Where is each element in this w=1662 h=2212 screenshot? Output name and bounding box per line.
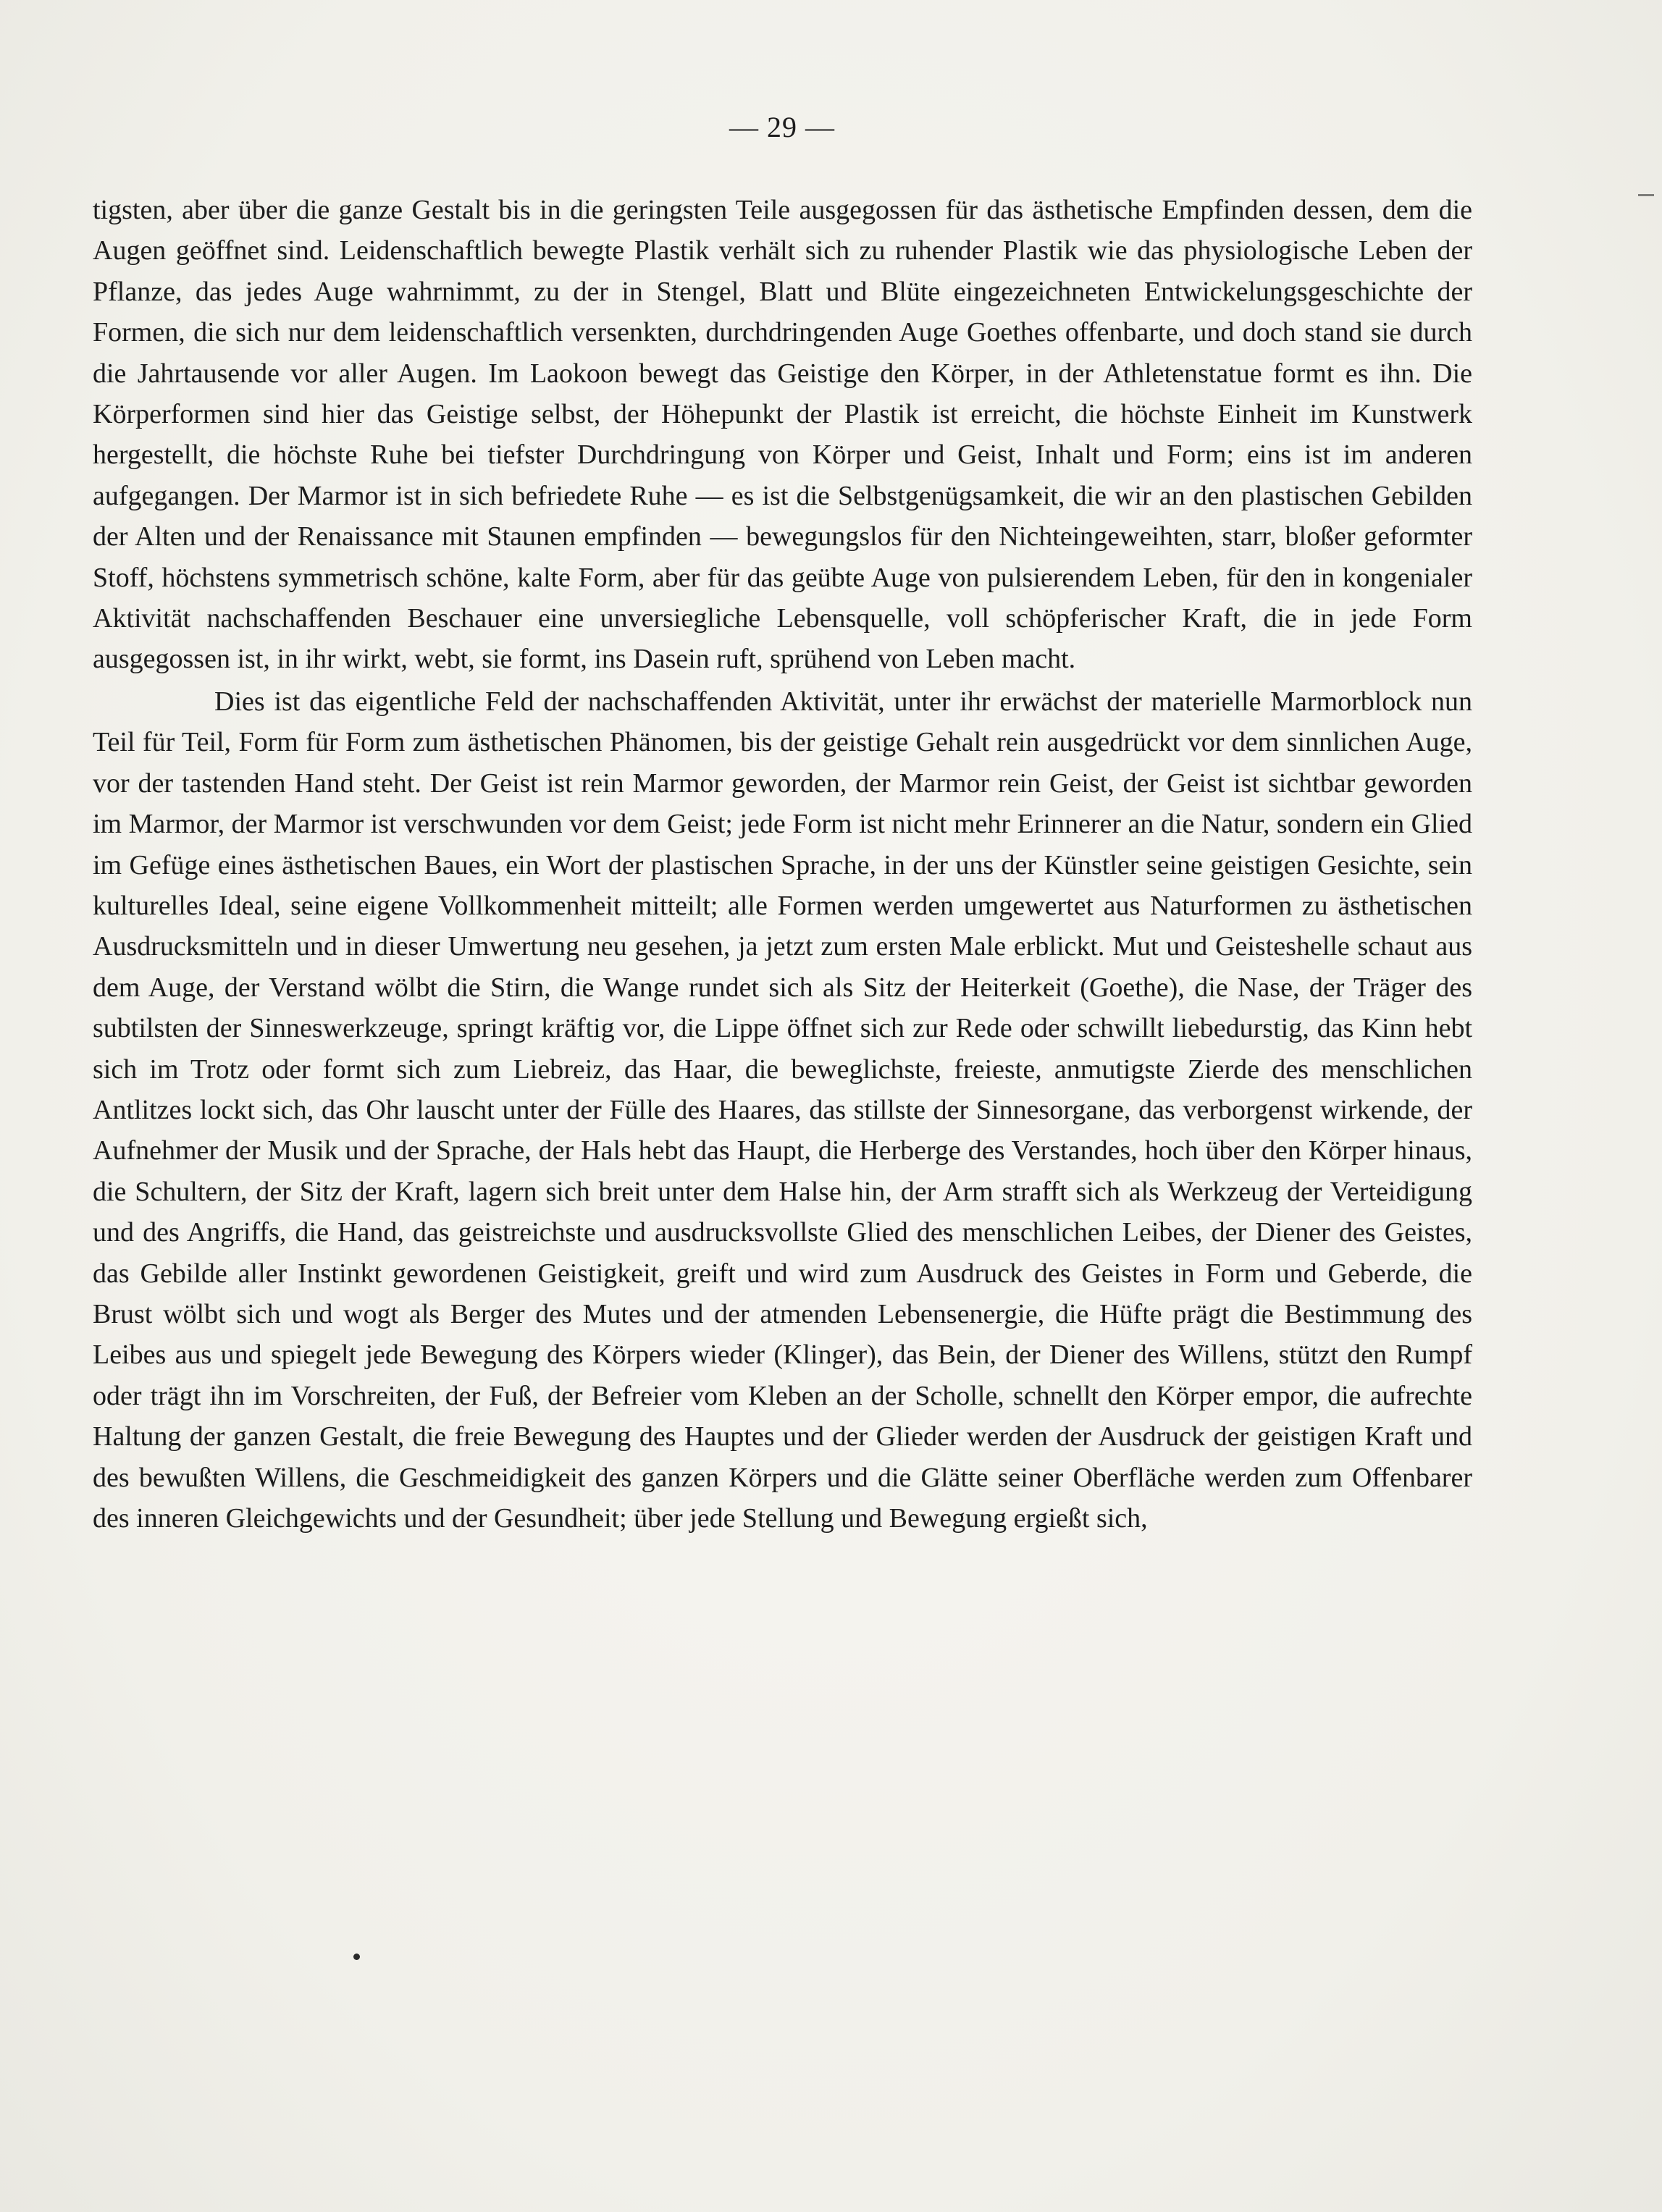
paragraph-2: Dies ist das eigentliche Feld der nachschaffenden Aktivität, unter ihr erwächst der materielle Marmorblock nun Teil für Teil, Form für Form zum ästhetischen Phänomen, bis der geistige Gehalt rein ausgedrückt vor dem sinnlichen Auge, vor der tastenden Hand steht. Der Geist ist rein Marmor geworden, der Marmor rein Geist, der Geist ist sichtbar geworden im Marmor, der Marmor ist verschwunden vor dem Geist; jede Form ist nicht mehr Erinnerer an die Natur, sondern ein Glied im Gefüge eines ästhetischen Baues, ein Wort der plastischen Sprache, in der uns der Künstler seine geistigen Gesichte, sein kulturelles Ideal, seine eigene Vollkommenheit mitteilt; alle Formen werden umgewertet aus Naturformen zu ästhetischen Ausdrucksmitteln und in dieser Umwertung neu gesehen, ja jetzt zum ersten Male erblickt. Mut und Geisteshelle schaut aus dem Auge, der Verstand wölbt die Stirn, die Wange rundet sich als Sitz der Heiterkeit (Goethe), die Nase, der Träger des subtilsten der Sinneswerkzeuge, springt kräftig vor, die Lippe öffnet sich zur Rede oder schwillt liebedurstig, das Kinn hebt sich im Trotz oder formt sich zum Liebreiz, das Haar, die beweglichste, freieste, anmutigste Zierde des menschlichen Antlitzes lockt sich, das Ohr lauscht unter der Fülle des Haares, das stillste der Sinnesorgane, das verborgenst wirkende, der Aufnehmer der Musik und der Sprache, der Hals hebt das Haupt, die Herberge des Verstandes, hoch über den Körper hinaus, die Schultern, der Sitz der Kraft, lagern sich breit unter dem Halse hin, der Arm strafft sich als Werkzeug der Verteidigung und des Angriffs, die Hand, das geistreichste und ausdrucksvollste Glied des menschlichen Leibes, der Diener des Geistes, das Gebilde aller Instinkt gewordenen Geistigkeit, greift und wird zum Ausdruck des Geistes in Form und Geberde, die Brust wölbt sich und wogt als Berger des Mutes und der atmenden Lebensenergie, die Hüfte prägt die Bestimmung des Leibes aus und spiegelt jede Bewegung des Körpers wieder (Klinger), das Bein, der Diener des Willens, stützt den Rumpf oder trägt ihn im Vorschreiten, der Fuß, der Befreier vom Kleben an der Scholle, schnellt den Körper empor, die aufrechte Haltung der ganzen Gestalt, die freie Bewegung des Hauptes und der Glieder werden der Ausdruck der geistigen Kraft und des bewußten Willens, die Geschmeidigkeit des ganzen Körpers und die Glätte seiner Oberfläche werden zum Offenbarer des inneren Gleichgewichts und der Gesundheit; über jede Stellung und Bewegung ergießt sich, [93,686,1472,1534]
page-number: — 29 — [729,111,835,143]
body-text [93,190,1472,1539]
margin-mark [1638,194,1654,196]
paragraph-1: tigsten, aber über die ganze Gestalt bis in die geringsten Teile ausgegossen für das ästhetische Empfinden dessen, dem die Augen geöffnet sind. Leidenschaftlich bewegte Plastik verhält sich zu ruhender Plastik wie das physiologische Leben der Pflanze, das jedes Auge wahrnimmt, zu der in Stengel, Blatt und Blüte eingezeichneten Entwickelungsgeschichte der Formen, die sich nur dem leidenschaftlich versenkten, durchdringenden Auge Goethes offenbarte, und doch stand sie durch die Jahrtausende vor aller Augen. Im Laokoon bewegt das Geistige den Körper, in der Athletenstatue formt es ihn. Die Körperformen sind hier das Geistige selbst, der Höhepunkt der Plastik ist erreicht, die höchste Einheit im Kunstwerk hergestellt, die höchste Ruhe bei tiefster Durchdringung von Körper und Geist, Inhalt und Form; eins ist im anderen aufgegangen. Der Marmor ist in sich befriedete Ruhe — es ist die Selbstgenügsamkeit, die wir an den plastischen Gebilden der Alten und der Renaissance mit Staunen empfinden — bewegungslos für den Nichteingeweihten, starr, bloßer geformter Stoff, höchstens symmetrisch schöne, kalte Form, aber für das geübte Auge von pulsierendem Leben, für den in kongenialer Aktivität nachschaffenden Beschauer eine unversiegliche Lebensquelle, voll schöpferischer Kraft, die in jede Form ausgegossen ist, in ihr wirkt, webt, sie formt, ins Dasein ruft, sprühend von Leben macht. [93,195,1472,675]
ink-speck [353,1954,360,1960]
